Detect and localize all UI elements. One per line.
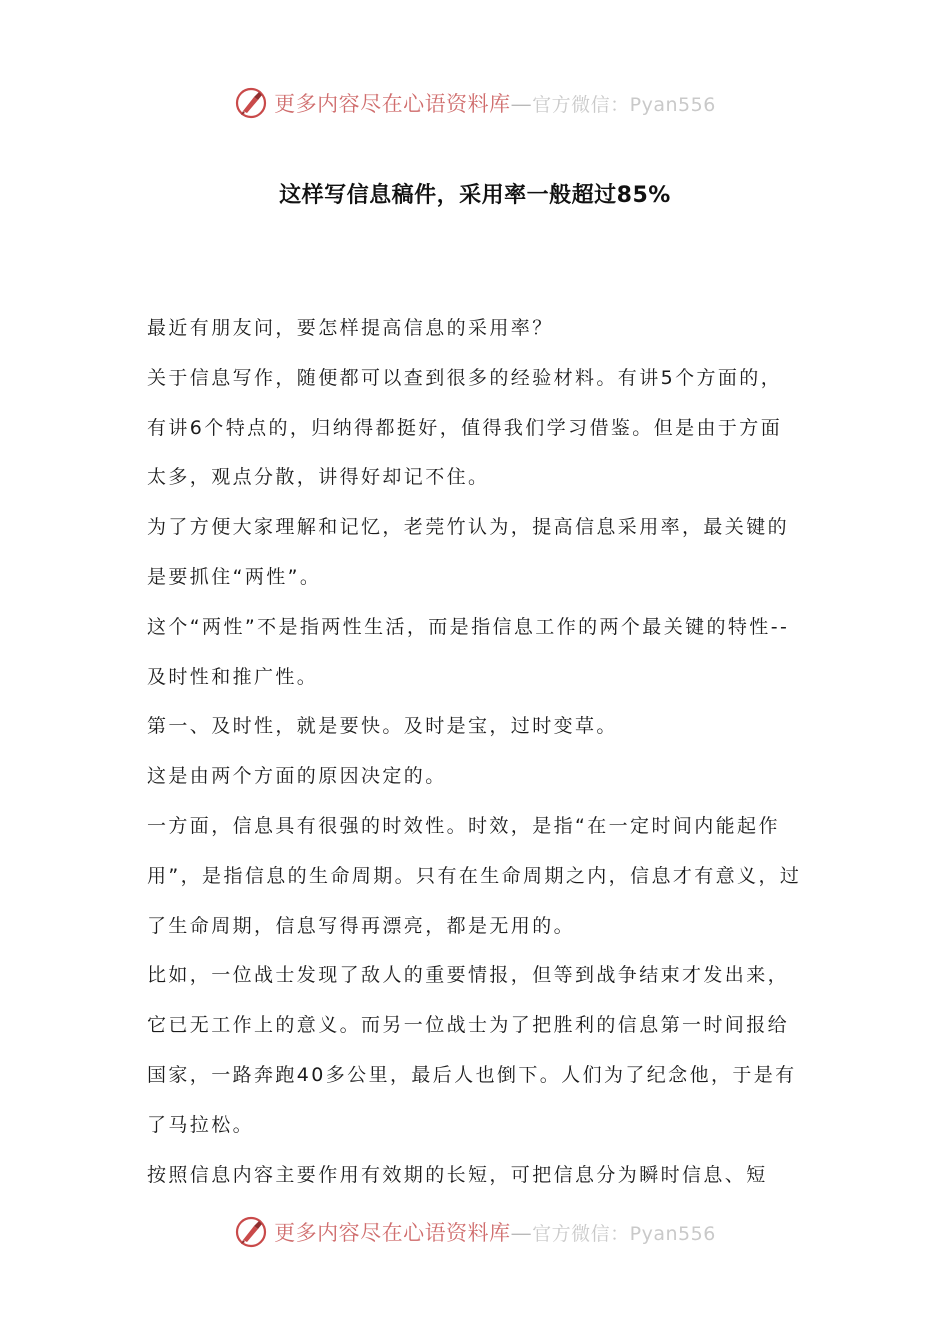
paragraph: 比如，一位战士发现了敌人的重要情报，但等到战争结束才发出来，它已无工作上的意义。而另一位战士为了把胜利的信息第一时间报给国家，一路奔跑40多公里，最后人也倒下。人们为了纪念他，于是有了马拉松。 [147,964,797,1136]
brand-separator: — [510,92,533,116]
brand-name: 更多内容尽在心语资料库 [274,92,511,116]
paragraph: 关于信息写作，随便都可以查到很多的经验材料。有讲5个方面的，有讲6个特点的，归纳得都挺好，值得我们学习借鉴。但是由于方面太多，观点分散，讲得好却记不住。 [147,366,783,489]
wechat-id: Pyan556 [629,94,716,116]
header-watermark [0,83,950,123]
wechat-id: Pyan556 [629,1223,716,1245]
wechat-label: 官方微信： [532,1223,630,1245]
paragraph: 第一、及时性，就是要快。及时是宝，过时变草。 [147,715,618,738]
paragraph: 为了方便大家理解和记忆，老莞竹认为，提高信息采用率，最关键的是要抓住“两性”。 [147,516,790,588]
pen-logo-icon [234,86,268,120]
watermark-text [274,1217,716,1247]
paragraph: 这是由两个方面的原因决定的。 [147,765,447,788]
page-title: 这样写信息稿件，采用率一般超过85% [279,183,671,208]
article-body [147,304,803,1200]
paragraph: 按照信息内容主要作用有效期的长短，可把信息分为瞬时信息、短 [147,1163,768,1186]
watermark-text [274,88,716,118]
paragraph: 这个“两性”不是指两性生活，而是指信息工作的两个最关键的特性--及时性和推广性。 [147,615,790,688]
brand-name: 更多内容尽在心语资料库 [274,1221,511,1245]
brand-separator: — [510,1221,533,1245]
wechat-label: 官方微信： [532,94,630,116]
paragraph: 一方面，信息具有很强的时效性。时效，是指“在一定时间内能起作用”，是指信息的生命周期。只有在生命周期之内，信息才有意义，过了生命周期，信息写得再漂亮，都是无用的。 [147,814,802,937]
paragraph: 最近有朋友问，要怎样提高信息的采用率？ [147,317,554,339]
footer-watermark [0,1212,950,1252]
pen-logo-icon [234,1215,268,1249]
